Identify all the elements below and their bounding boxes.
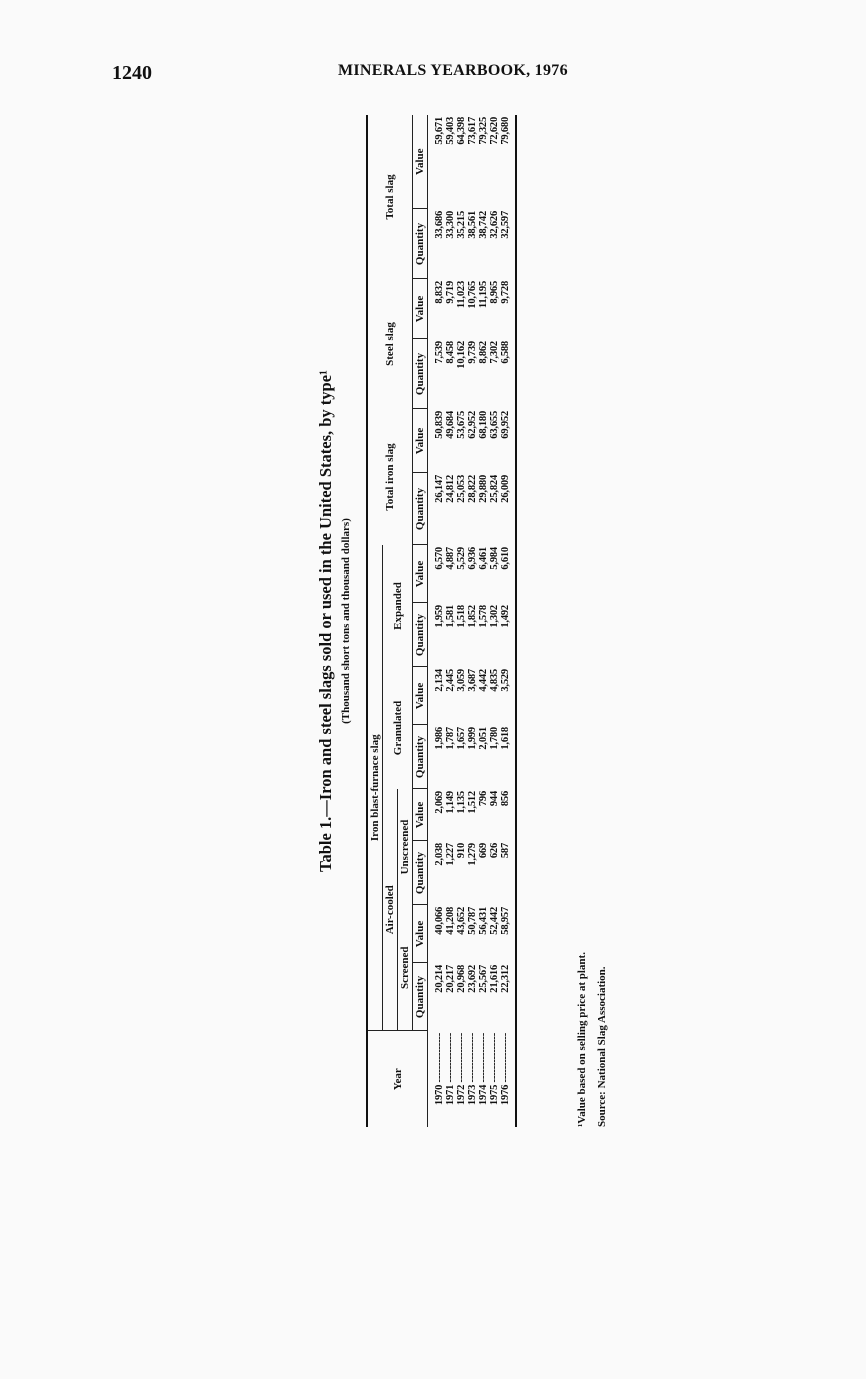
data-cell: 9,728	[500, 279, 516, 339]
data-cell: 7,302	[489, 341, 500, 364]
data-cell: 6,588	[500, 339, 516, 409]
data-cell: 5,984	[489, 547, 500, 570]
data-cell: 8,832	[434, 280, 445, 304]
table-row	[489, 115, 500, 1127]
data-cell: 626	[489, 843, 500, 859]
year-cell: 1975 ---------------	[489, 1033, 500, 1106]
data-cell: 910	[456, 843, 467, 859]
data-cell: 50,839	[434, 411, 445, 439]
data-cell: 2,445	[445, 669, 456, 692]
column-header: Value	[413, 279, 428, 339]
data-cell: 6,461	[478, 547, 489, 570]
total-iron-slag-header: Total iron slag	[367, 409, 413, 545]
data-cell: 35,215	[456, 210, 467, 239]
data-cell: 72,620	[489, 116, 500, 145]
unscreened-header: Unscreened	[398, 789, 413, 905]
column-header: Quantity	[413, 209, 428, 279]
column-header: Value	[413, 667, 428, 725]
data-cell: 79,680	[500, 115, 516, 209]
data-cell: 3,687	[467, 669, 478, 692]
data-cell: 1,302	[489, 605, 500, 628]
data-cell: 79,325	[478, 116, 489, 145]
year-cell: 1976 ---------------	[500, 1031, 516, 1127]
table-body	[428, 115, 517, 1127]
data-cell: 1,149	[445, 791, 456, 814]
data-cell: 6,610	[500, 545, 516, 603]
data-cell: 38,742	[478, 210, 489, 239]
data-cell: 796	[478, 791, 489, 807]
steel-slag-header: Steel slag	[367, 279, 413, 409]
data-cell: 11,023	[456, 280, 467, 309]
column-header: Value	[413, 545, 428, 603]
data-cell: 41,208	[445, 907, 456, 935]
granulated-header: Granulated	[383, 667, 413, 789]
data-cell: 69,952	[500, 409, 516, 473]
data-cell: 40,066	[434, 907, 445, 935]
data-cell: 38,561	[467, 210, 478, 239]
data-cell: 1,518	[456, 605, 467, 628]
data-cell: 1,135	[456, 791, 467, 814]
column-header: Quantity	[413, 473, 428, 545]
data-cell: 1,279	[467, 843, 478, 866]
year-header: Year	[367, 1031, 428, 1127]
data-cell: 10,765	[467, 280, 478, 309]
column-header: Value	[413, 409, 428, 473]
year-cell: 1971 ---------------	[445, 1033, 456, 1106]
data-cell: 856	[500, 789, 516, 841]
table-subtitle: (Thousand short tons and thousand dollars)	[340, 518, 352, 724]
page-number: 1240	[112, 62, 152, 84]
table-row	[456, 115, 467, 1127]
data-cell: 2,038	[434, 843, 445, 866]
data-cell: 32,626	[489, 210, 500, 239]
screened-header: Screened	[398, 905, 413, 1031]
data-cell: 4,442	[478, 669, 489, 692]
data-cell: 6,570	[434, 547, 445, 570]
footnote: ¹Value based on selling price at plant.	[576, 952, 588, 1127]
data-cell: 5,529	[456, 547, 467, 570]
data-cell: 6,936	[467, 547, 478, 570]
slag-table-container	[366, 115, 517, 1127]
data-cell: 64,398	[456, 116, 467, 145]
data-cell: 1,986	[434, 727, 445, 750]
iron-blast-furnace-header: Iron blast-furnace slag	[367, 545, 383, 1031]
data-cell: 11,195	[478, 280, 489, 309]
data-cell: 52,442	[489, 907, 500, 935]
data-cell: 63,655	[489, 411, 500, 439]
table-title: Table 1.—Iron and steel slags sold or used in the United States, by type¹	[316, 370, 335, 873]
column-header: Value	[413, 115, 428, 209]
data-cell: 1,578	[478, 605, 489, 628]
data-cell: 24,812	[445, 475, 456, 503]
data-cell: 20,214	[434, 965, 445, 993]
data-cell: 59,403	[445, 116, 456, 145]
data-cell: 25,824	[489, 475, 500, 503]
data-cell: 4,835	[489, 669, 500, 692]
data-cell: 8,458	[445, 341, 456, 364]
year-cell: 1974 ---------------	[478, 1033, 489, 1106]
data-cell: 1,512	[467, 791, 478, 814]
data-cell: 68,180	[478, 411, 489, 439]
table-row	[500, 115, 516, 1127]
data-cell: 33,300	[445, 210, 456, 239]
data-cell: 73,617	[467, 116, 478, 145]
data-cell: 53,675	[456, 411, 467, 439]
data-cell: 7,539	[434, 341, 445, 364]
running-head: MINERALS YEARBOOK, 1976	[338, 62, 568, 79]
data-cell: 20,968	[456, 965, 467, 993]
data-cell: 3,059	[456, 669, 467, 692]
data-cell: 26,147	[434, 475, 445, 503]
column-header: Value	[413, 905, 428, 963]
total-slag-header: Total slag	[367, 115, 413, 279]
data-cell: 944	[489, 791, 500, 807]
data-cell: 2,069	[434, 791, 445, 814]
slag-table	[366, 115, 517, 1127]
data-cell: 28,822	[467, 475, 478, 503]
column-header: Quantity	[413, 963, 428, 1031]
data-cell: 2,134	[434, 669, 445, 692]
data-cell: 1,657	[456, 727, 467, 750]
data-cell: 3,529	[500, 667, 516, 725]
data-cell: 4,887	[445, 547, 456, 570]
data-cell: 8,862	[478, 341, 489, 364]
air-cooled-header: Air-cooled	[383, 789, 398, 1031]
data-cell: 9,739	[467, 341, 478, 364]
data-cell: 29,880	[478, 475, 489, 503]
data-cell: 56,431	[478, 907, 489, 935]
data-cell: 1,780	[489, 727, 500, 750]
data-cell: 1,492	[500, 603, 516, 667]
data-cell: 8,965	[489, 280, 500, 304]
data-cell: 32,597	[500, 209, 516, 279]
data-cell: 669	[478, 843, 489, 859]
data-cell: 10,162	[456, 341, 467, 369]
data-cell: 1,581	[445, 605, 456, 628]
data-cell: 33,686	[434, 210, 445, 239]
expanded-header: Expanded	[383, 545, 413, 667]
data-cell: 1,787	[445, 727, 456, 750]
data-cell: 59,671	[434, 116, 445, 145]
column-header: Quantity	[413, 841, 428, 905]
column-header: Quantity	[413, 725, 428, 789]
data-cell: 22,312	[500, 963, 516, 1031]
data-cell: 1,999	[467, 727, 478, 750]
year-cell: 1972 ---------------	[456, 1033, 467, 1106]
data-cell: 50,787	[467, 907, 478, 935]
rotated-table-block	[314, 115, 614, 1127]
year-cell: 1973 ---------------	[467, 1033, 478, 1106]
data-cell: 58,957	[500, 905, 516, 963]
data-cell: 21,616	[489, 965, 500, 993]
data-cell: 25,053	[456, 475, 467, 503]
data-cell: 9,719	[445, 280, 456, 304]
table-row	[467, 115, 478, 1127]
data-cell: 2,051	[478, 727, 489, 750]
data-cell: 43,652	[456, 907, 467, 935]
data-cell: 1,852	[467, 605, 478, 628]
source-note: Source: National Slag Association.	[596, 966, 608, 1127]
data-cell: 20,217	[445, 965, 456, 993]
data-cell: 49,684	[445, 411, 456, 439]
data-cell: 62,952	[467, 411, 478, 439]
column-header: Quantity	[413, 603, 428, 667]
year-cell: 1970 ---------------	[434, 1033, 445, 1106]
data-cell: 26,009	[500, 473, 516, 545]
table-row	[428, 115, 446, 1127]
column-header: Value	[413, 789, 428, 841]
column-header: Quantity	[413, 339, 428, 409]
table-row	[445, 115, 456, 1127]
data-cell: 1,227	[445, 843, 456, 866]
data-cell: 25,567	[478, 965, 489, 993]
table-row	[478, 115, 489, 1127]
data-cell: 23,692	[467, 965, 478, 993]
data-cell: 1,959	[434, 605, 445, 628]
data-cell: 1,618	[500, 725, 516, 789]
data-cell: 587	[500, 841, 516, 905]
